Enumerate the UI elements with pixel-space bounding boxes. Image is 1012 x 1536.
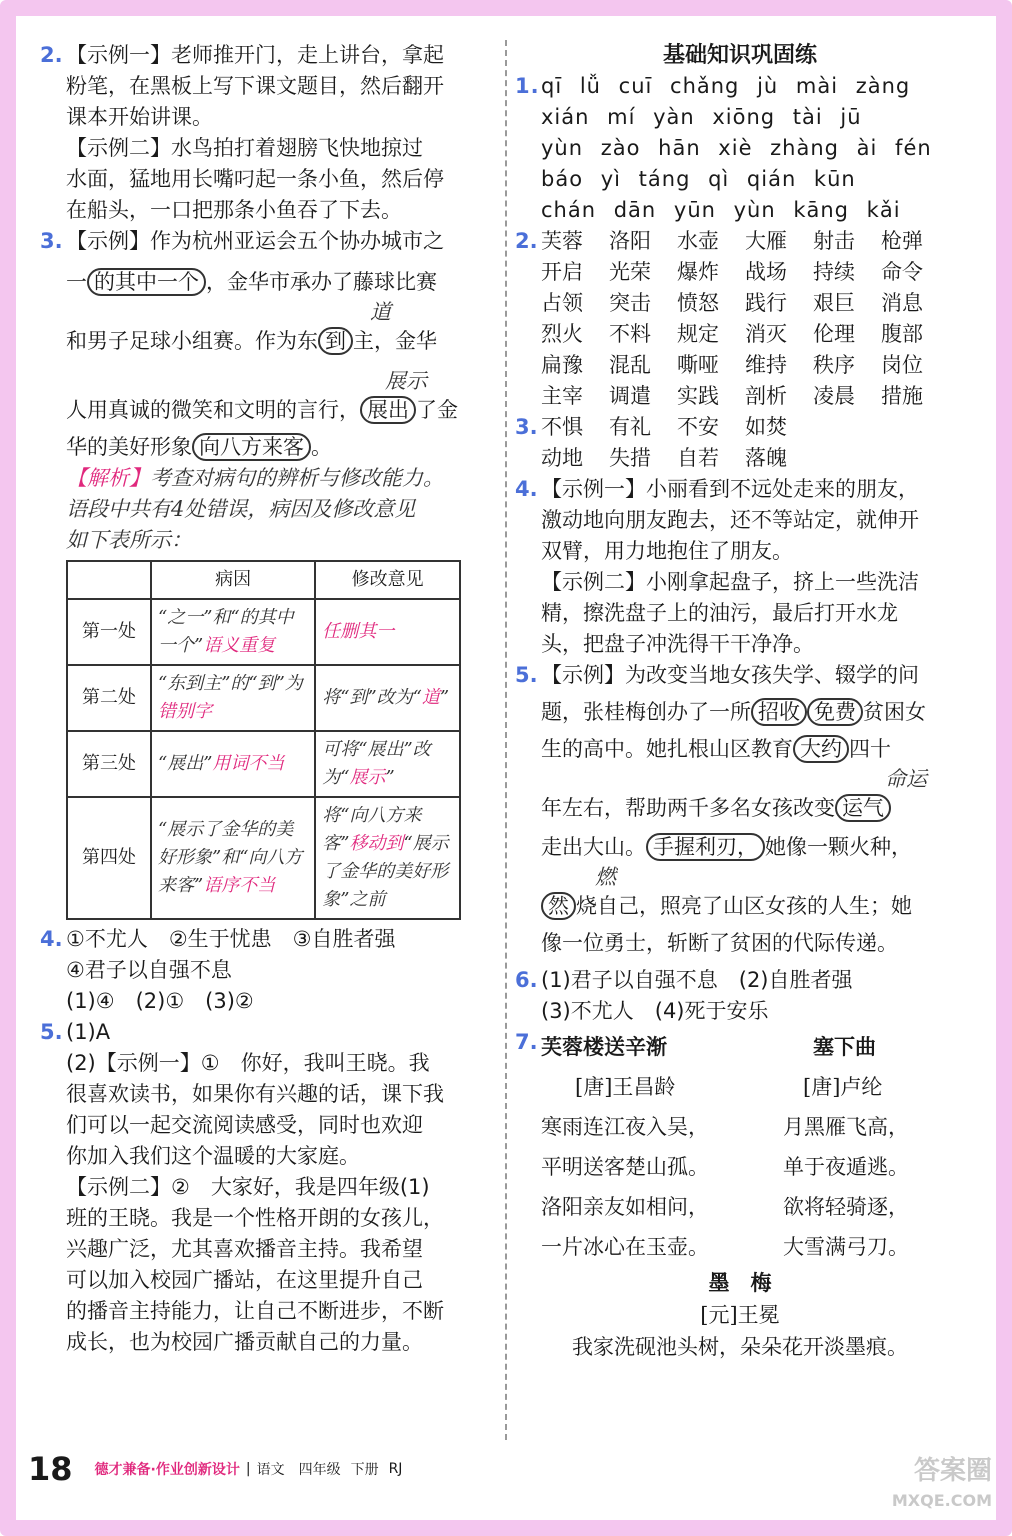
table-cell: 任删其一 [315,599,460,665]
table-cell: “东到主”的“到”为错别字 [151,665,315,731]
correction-mark: 运气 [835,794,891,822]
text-line: 【示例二】② 大家好，我是四年级(1) [66,1175,430,1199]
idiom-item: 如焚 [745,415,787,439]
word-item: 规定 [677,322,719,346]
text-line: 你加入我们这个温暖的大家庭。 [66,1144,360,1168]
word-item: 岗位 [881,353,923,377]
table-cell: 第一处 [67,599,151,665]
table-cell: 第三处 [67,731,151,797]
word-item: 秩序 [813,353,855,377]
poem-title: 芙蓉楼送辛渐 [541,1035,667,1059]
text-line: 一 的其中一个 ，金华市承办了藤球比赛 [66,270,437,294]
correction-mark: 的其中一个 [87,268,206,296]
word-item: 光荣 [609,260,651,284]
correction-mark: 到 [318,327,353,355]
text-line: 班的王晓。我是一个性格开朗的女孩儿， [66,1206,444,1230]
table-cell: “展示了金华的美好形象”和“向八方来客”语序不当 [151,797,315,919]
word-item: 调遣 [609,384,651,408]
poem-line: 寒雨连江夜入吴， [541,1115,709,1139]
analysis-table [66,560,461,920]
handwritten-note: 命运 [885,767,927,791]
q-number: 2. [40,43,63,67]
word-item: 腹部 [881,322,923,346]
word-item: 突击 [609,291,651,315]
q-number: 5. [515,663,538,687]
word-item: 消灭 [745,322,787,346]
text-line: 年左右，帮助两千多名女孩改变 运气 [515,793,965,824]
table-row [67,797,460,919]
text-line: 双臂，用力地抱住了朋友。 [541,539,793,563]
word-item: 大雁 [745,229,787,253]
q-number: 4. [515,477,538,501]
subject: 语文 [256,1462,285,1478]
poem-line: 欲将轻骑逐， [783,1195,909,1219]
idiom-item: 自若 [677,446,719,470]
text-line: 水面，猛地用长嘴叼起一条小鱼，然后停 [66,167,444,191]
word-item: 战场 [745,260,787,284]
q3-line: 3. 【示例】作为杭州亚运会五个协办城市之 [40,226,490,257]
text-line: 课本开始讲课。 [66,105,213,129]
table-cell: 第四处 [67,797,151,919]
word-item: 射击 [813,229,855,253]
correction-mark: 手握利刃， [646,833,765,861]
word-item: 主宰 [541,384,583,408]
grade: 四年级 [298,1462,341,1478]
poem-line: 平明送客楚山孤。 [541,1155,709,1179]
brand: 德才兼备·作业创新设计 [94,1462,240,1478]
q-number: 1. [515,74,540,98]
table-row [67,665,460,731]
word-item: 占领 [541,291,583,315]
q-number: 3. [40,229,63,253]
term: 下册 [350,1462,379,1478]
correction-mark: 然 [541,892,576,920]
poem-line: 一片冰心在玉壶。 [541,1235,709,1259]
table-cell: 可将“展出”改为“展示” [315,731,460,797]
poems [541,1027,965,1267]
poem-line: 月黑雁飞高， [783,1115,909,1139]
table-header-row [67,561,460,599]
poem-line: 洛阳亲友如相问， [541,1195,709,1219]
handwritten-note: 道 [370,300,391,324]
word-item: 剖析 [745,384,787,408]
word-item: 命令 [881,260,923,284]
pinyin-line: xián mí yàn xiōng tài jū [541,105,862,129]
table-row [67,599,460,665]
handwritten-note: 展示 [385,369,427,393]
pinyin-line: báo yì táng qì qián kūn [541,167,856,191]
idiom-grid [541,412,813,474]
correction-mark: 招收 [751,698,807,726]
text-line: 然 烧自己，照亮了山区女孩的人生；她 [515,891,965,922]
correction-mark: 大约 [793,735,849,763]
q2-line: 2. 【示例一】老师推开门，走上讲台，拿起 [40,40,490,71]
table-header: 修改意见 [315,561,460,599]
word-item: 不料 [609,322,651,346]
q5-line: 5. (1)A [40,1017,490,1048]
text-line: (2)【示例一】① 你好，我叫王晓。我 [66,1051,430,1075]
column-divider [505,40,507,1440]
correction-mark: 向八方来客 [192,433,311,461]
handwritten-note: 燃 [595,865,616,889]
q3-block [515,412,965,474]
poem-author: [元]王冕 [700,1303,780,1327]
text-line: 在船头，一口把那条小鱼吞了下去。 [66,198,402,222]
q4-line: 4. ①不尤人 ②生于忧患 ③自胜者强 [40,924,490,955]
section-title: 基础知识巩固练 [662,43,817,68]
word-item: 措施 [881,384,923,408]
text-line: 们可以一起交流阅读感受，同时也欢迎 [66,1113,423,1137]
poem-title: 塞下曲 [813,1035,876,1059]
text-line: 头，把盘子冲洗得干干净净。 [541,632,814,656]
table-row [67,731,460,797]
text-line: 成长，也为校园广播贡献自己的力量。 [66,1330,423,1354]
analysis-line: 如下表所示： [66,528,192,552]
q-number: 4. [40,927,63,951]
idiom-item: 失措 [609,446,651,470]
word-item: 洛阳 [609,229,651,253]
text-line: 题，张桂梅创办了一所 招收 免费 贫困女 [541,700,926,724]
watermark-text: 答案圈 [913,1456,992,1486]
poem [515,1267,965,1363]
correction-mark: 展出 [360,396,416,424]
poem-line: 我家洗砚池头树，朵朵花开淡墨痕。 [572,1335,908,1359]
text-line: 精，擦洗盘子上的油污，最后打开水龙 [541,601,898,625]
text-line: (1)④ (2)① (3)② [66,989,254,1013]
word-item: 践行 [745,291,787,315]
word-item: 开启 [541,260,583,284]
idiom-item: 有礼 [609,415,651,439]
word-item: 烈火 [541,322,583,346]
word-item: 消息 [881,291,923,315]
left-column [40,40,490,1358]
pinyin-line: chán dān yūn yùn kāng kǎi [541,198,901,222]
text-line: 人用真诚的微笑和文明的言行， 展出 了金 [66,398,458,422]
table-cell: 将“到”改为“道” [315,665,460,731]
word-item: 凌晨 [813,384,855,408]
text-line: 【示例二】小刚拿起盘子，挤上一些洗洁 [541,570,919,594]
idiom-item: 动地 [541,446,583,470]
word-item: 艰巨 [813,291,855,315]
text-line: 可以加入校园广播站，在这里提升自己 [66,1268,423,1292]
text-line: 【示例二】水鸟拍打着翅膀飞快地掠过 [66,136,423,160]
text-line: 和男子足球小组赛。作为东 到 主，金华 [66,329,437,353]
q-number: 7. [515,1030,538,1054]
table-cell: “展出”用词不当 [151,731,315,797]
q6-line: 6. (1)君子以自强不息 (2)自胜者强 [515,965,965,996]
text-line: 兴趣广泛，尤其喜欢播音主持。我希望 [66,1237,423,1261]
poem-author: [唐]卢纶 [803,1075,883,1099]
word-item: 爆炸 [677,260,719,284]
q5-line: 5. 【示例】为改变当地女孩失学、辍学的问 [515,660,965,691]
q-number: 5. [40,1020,63,1044]
text-line: 生的高中。她扎根山区教育 大约 四十 [541,737,891,761]
q4-line: 4. 【示例一】小丽看到不远处走来的朋友， [515,474,965,505]
word-item: 扁豫 [541,353,583,377]
pinyin-line: 1.qī lǚ cuī chǎng jù mài zàng [515,71,965,102]
text-line: ④君子以自强不息 [66,958,232,982]
text-line: 激动地向朋友跑去，还不等站定，就伸开 [541,508,919,532]
pinyin-line: yùn zào hān xiè zhàng ài fén [541,136,932,160]
idiom-item: 不惧 [541,415,583,439]
poem-title: 墨 梅 [708,1271,772,1295]
table-cell: 第二处 [67,665,151,731]
word-item: 混乱 [609,353,651,377]
table-header: 病因 [151,561,315,599]
table-cell: 将“向八方来客”移动到“展示了金华的美好形象”之前 [315,797,460,919]
word-item: 嘶哑 [677,353,719,377]
text-line: 华的美好形象 向八方来客 。 [66,435,332,459]
word-item: 枪弹 [881,229,923,253]
poem [753,1027,965,1267]
q-number: 2. [515,229,538,253]
footer: 18 德才兼备·作业创新设计 | 语文 四年级 下册 RJ [28,1450,403,1488]
watermark-text: MXQE.COM [891,1491,992,1510]
table-header [67,561,151,599]
page-number: 18 [28,1450,73,1488]
text-line: 很喜欢读书，如果你有兴趣的话，课下我 [66,1082,444,1106]
word-item: 持续 [813,260,855,284]
correction-mark: 免费 [807,698,863,726]
word-item: 伦理 [813,322,855,346]
word-item: 维持 [745,353,787,377]
word-item: 水壶 [677,229,719,253]
analysis-line: 语段中共有4处错误，病因及修改意见 [66,497,416,521]
idiom-item: 不安 [677,415,719,439]
poem-author: [唐]王昌龄 [575,1075,676,1099]
poem-line: 大雪满弓刀。 [783,1235,909,1259]
text-line: (3)不尤人 (4)死于安乐 [541,999,769,1023]
word-item: 实践 [677,384,719,408]
word-item: 芙蓉 [541,229,583,253]
right-column [515,40,965,1363]
word-grid [541,226,949,412]
watermark [892,1456,992,1516]
table-cell: “之一”和“的其中一个”语义重复 [151,599,315,665]
text-line: 像一位勇士，斩断了贫困的代际传递。 [541,931,898,955]
text-line: 走出大山。 手握利刃， 她像一颗火种， [541,835,912,859]
q-number: 6. [515,968,538,992]
q2-block [515,226,965,412]
word-item: 愤怒 [677,291,719,315]
q7-block [515,1027,965,1267]
q-number: 3. [515,415,538,439]
analysis-line: 【解析】考查对病句的辨析与修改能力。 [66,466,444,490]
poem-line: 单于夜遁逃。 [783,1155,909,1179]
edition: RJ [388,1461,403,1477]
poem [541,1027,753,1267]
idiom-item: 落魄 [745,446,787,470]
text-line: 的播音主持能力，让自己不断进步，不断 [66,1299,444,1323]
text-line: 粉笔，在黑板上写下课文题目，然后翻开 [66,74,444,98]
